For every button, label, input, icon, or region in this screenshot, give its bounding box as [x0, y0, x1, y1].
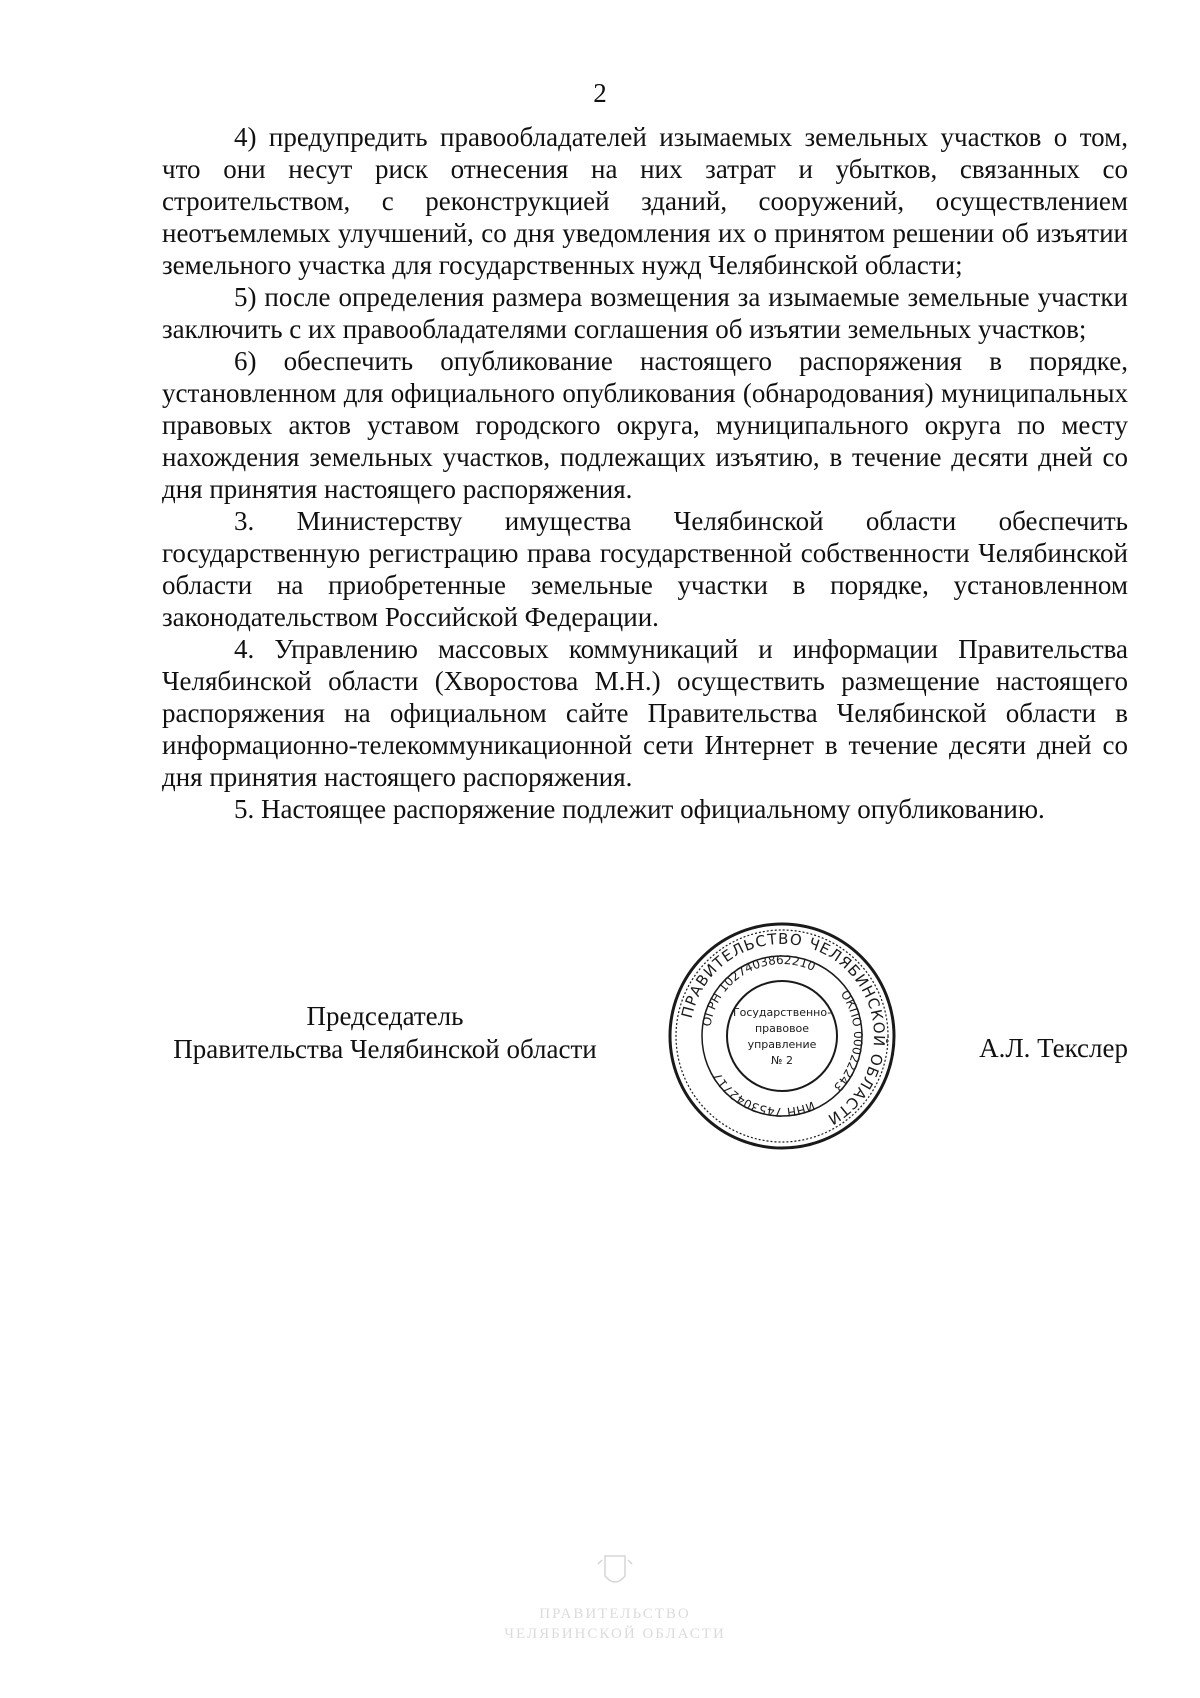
- document-body: [162, 121, 1128, 825]
- seal-center-line2: правовое: [754, 1022, 810, 1035]
- official-seal: [662, 918, 902, 1154]
- seal-okpo: ОКПО 00022243: [830, 987, 866, 1095]
- paragraph-item-4: 4) предупредить правообладателей изымаемых земельных участков о том, что они несут риск отнесения на них затрат и убытков, связанных со строительством, с реконструкцией зданий, сооружений, осуществлением неотъемлемых улучшений, со дня уведомления их о принятом решении об изъятии земельного участка для государственных нужд Челябинской области;: [162, 122, 1128, 280]
- paragraph-item-6: 6) обеспечить опубликование настоящего распоряжения в порядке, установленном для официального опубликования (обнародования) муниципальных правовых актов уставом городского округа, муниципального округа по месту нахождения земельных участков, подлежащих изъятию, в течение десяти дней со дня принятия настоящего распоряжения.: [162, 346, 1128, 504]
- footer-watermark-line2: ЧЕЛЯБИНСКОЙ ОБЛАСТИ: [504, 1626, 726, 1642]
- seal-inn: ИНН 7453042717: [710, 1070, 817, 1120]
- svg-text:ИНН 7453042717: [710, 1070, 817, 1119]
- paragraph-clause-3: 3. Министерству имущества Челябинской области обеспечить государственную регистрацию права государственной собственности Челябинской области на приобретенные земельные участки в порядке, установленном законодательством Российской Федерации.: [162, 506, 1128, 632]
- footer-watermark: [470, 1550, 760, 1650]
- seal-ogrn: ОГРН 1027403862210: [699, 952, 818, 1028]
- paragraph-clause-4: 4. Управлению массовых коммуникаций и информации Правительства Челябинской области (Хворостова М.Н.) осуществить размещение настоящего распоряжения на официальном сайте Правительства Челябинской области в информационно-телекоммуникационной сети Интернет в течение десяти дней со дня принятия настоящего распоряжения.: [162, 634, 1128, 792]
- footer-watermark-line1: ПРАВИТЕЛЬСТВО: [539, 1606, 691, 1622]
- seal-center-line4: № 2: [771, 1054, 793, 1067]
- signatory-title-line2: Правительства Челябинской области: [173, 1034, 597, 1064]
- page-number: 2: [593, 78, 607, 108]
- coat-of-arms-icon: [598, 1556, 632, 1582]
- seal-center-line1: Государственно-: [732, 1006, 832, 1019]
- seal-outer-text: ПРАВИТЕЛЬСТВО ЧЕЛЯБИНСКОЙ ОБЛАСТИ: [677, 929, 889, 1129]
- paragraph-clause-5: 5. Настоящее распоряжение подлежит официальному опубликованию.: [234, 794, 1045, 824]
- signatory-title: [150, 1000, 620, 1066]
- signatory-title-line1: Председатель: [306, 1001, 464, 1031]
- signatory-name: А.Л. Текслер: [979, 1033, 1128, 1063]
- seal-center-line3: управление: [747, 1038, 817, 1051]
- paragraph-item-5: 5) после определения размера возмещения за изымаемые земельные участки заключить с их правообладателями соглашения об изъятии земельных участков;: [162, 282, 1128, 344]
